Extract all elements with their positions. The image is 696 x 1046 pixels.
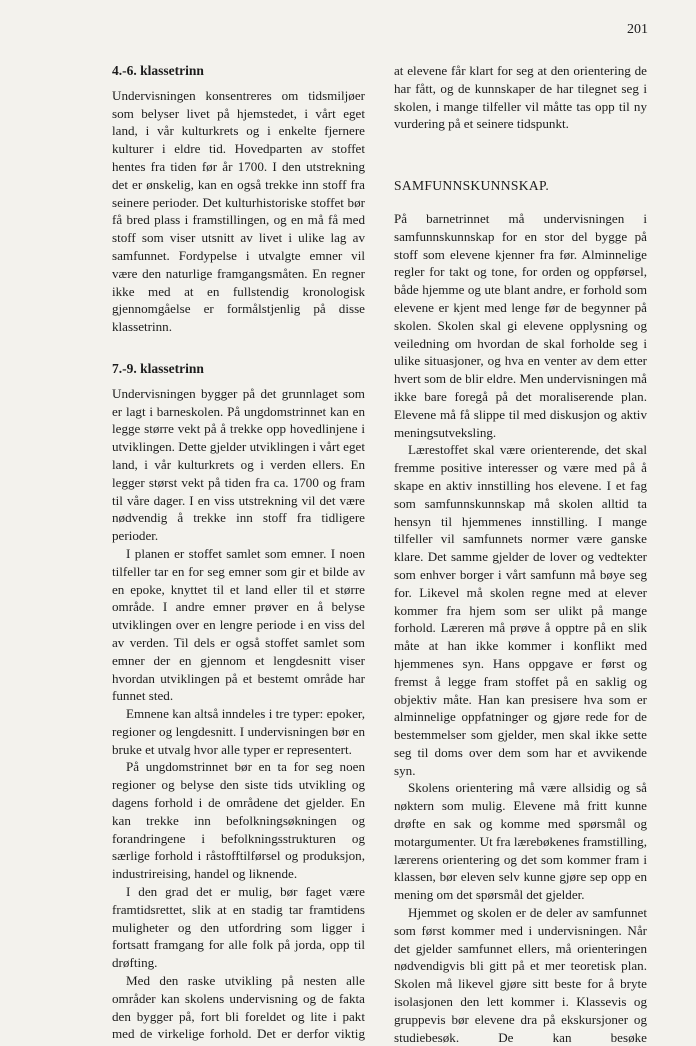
paragraph: Lærestoffet skal være orienterende, det skal fremme positive interesser og være med på å skape en aktiv innstilling hos elevene. I et fag som samfunnskunnskap må skolen alltid ta hensyn til hjemmenes innstilling. I mange tilfeller vil samfunnets normer være ganske klare. Det samme gjelder de lover og vedtekter som enhver borger i vårt samfunn må bøye seg for. Likevel må skolen regne med at elever kommer fra hjem som ser ulikt på mange forhold. Læreren må prøve å opptre på en slik måte at han ikke kommer i konflikt med hjemmenes syn. Hans oppgave er først og fremst å legge fram stoffet på en saklig og objektiv måte. Han kan presisere hva som er alminnelige oppfatninger og gjøre rede for de bestemmelser som gjelder, men skal ikke sette seg til doms over dem som har et avvikende syn. bbox=[394, 442, 647, 778]
paragraph: I planen er stoffet samlet som emner. I noen tilfeller tar en for seg emner som gir et bilde av en epoke, knyttet til et land eller til et større område. I andre emner prøver en å belyse utviklingen over en lengre periode i en viss del av verden. Til dels er også stoffet samlet som emner der en gjennom et lengdesnitt viser hvordan utviklingen på et bestemt område har funnet sted. bbox=[112, 545, 365, 704]
paragraph: På ungdomstrinnet bør en ta for seg noen regioner og belyse den siste tids utvikling og dagens forhold i de områdene det gjelder. En kan trekke inn befolkningsøkningen og forandringene i befolkningsstrukturen og særlige forhold i råstofftilførsel og produksjon, industrireising, handel og liknende. bbox=[112, 759, 365, 882]
right-column bbox=[394, 62, 647, 1046]
section-heading-7-9: 7.-9. klassetrinn bbox=[112, 360, 204, 376]
page-number: 201 bbox=[627, 22, 648, 37]
paragraph: På barnetrinnet må undervisningen i samfunnskunnskap for en stor del bygge på stoff som elevene kjenner fra før. Alminnelige regler for takt og tone, for orden og oppførsel, både hjemme og ute blant andre, er forhold som elevene er kjent med lenge før de begynner på skolen. Skolen skal gi elevene opplysning og veiledning om hvordan de skal forholde seg i ulike situasjoner, og hva en venter av dem etter hvert som de blir eldre. Men undervisningen må ikke bare foregå på det moraliserende plan. Elevene må få slippe til med diskusjon og aktiv meningsutveksling. bbox=[394, 210, 647, 440]
paragraph: I den grad det er mulig, bør faget være framtidsrettet, slik at en stadig tar framtidens muligheter og den utfordring som ligger i fortsatt framgang for alle folk på jorda, opp til drøfting. bbox=[112, 884, 365, 971]
paragraph: Hjemmet og skolen er de deler av samfunnet som først kommer med i undervisningen. Når det gjelder samfunnet ellers, må orienteringen nødvendigvis bli gitt på et mer teoretisk plan. Skolen må likevel gjøre sitt beste for å bryte isolasjonen den lett kommer i. Klassevis og gruppevis bør elevene dra på ekskursjoner og studiebesøk. De kan besøke bbox=[394, 905, 647, 1045]
section-heading-samfunnskunnskap: SAMFUNNSKUNNSKAP. bbox=[394, 178, 550, 194]
left-column bbox=[112, 62, 365, 1043]
paragraph: Undervisningen konsentreres om tidsmiljøer som belyser livet på hjemstedet, i vårt eget land, i vår kulturkrets og i enkelte fjernere kulturer i eldre tid. Hovedparten av stoffet hentes fra tiden før år 1700. I den utstrekning det er ønskelig, kan en også trekke inn stoff fra seinere perioder. Det kulturhistoriske stoffet bør få bred plass i framstillingen, og en må få med stoff som viser utsnitt av livet i ulike lag av samfunnet. Fordypelse i utvalgte emner vil være den naturlige framgangsmåten. En regner ikke med at en fullstendig kronologisk gjennomgåelse er formålstjenlig på disse klassetrinn. bbox=[112, 87, 365, 335]
section-heading-4-6: 4.-6. klassetrinn bbox=[112, 63, 204, 78]
paragraph: Med den raske utvikling på nesten alle områder kan skolens undervisning og de fakta den bygger på, fort bli foreldet og lite i pakt med de virkelige forhold. Det er derfor viktig bbox=[112, 973, 365, 1042]
paragraph: Emnene kan altså inndeles i tre typer: epoker, regioner og lengdesnitt. I undervisningen bør en bruke et utvalg hvor alle typer er representert. bbox=[112, 706, 365, 757]
paragraph: Skolens orientering må være allsidig og så nøktern som mulig. Elevene må fritt kunne drøfte en sak og komme med spørsmål og motargumenter. Ut fra lærebøkenes framstilling, lærerens orientering og det som kommer fram i klassen, bør eleven selv kunne gjøre sep opp en mening om det spørsmål det gjelder. bbox=[394, 780, 647, 903]
paragraph: Undervisningen bygger på det grunnlaget som er lagt i barneskolen. På ungdomstrinnet kan en legge større vekt på å trekke opp hovedlinjene i utviklingen. Dette gjelder utviklingen i vårt eget land, i vår kulturkrets og i verden ellers. En legger størst vekt på tiden fra ca. 1700 og fram til våre dager. I en viss utstrekning vil det være nødvendig å trekke inn stoff fra tidligere perioder. bbox=[112, 385, 365, 544]
paragraph-continuation: at elevene får klart for seg at den orientering de har fått, og de kunnskaper de har tilegnet seg i skolen, i mange tilfeller vil måtte tas opp til ny vurdering på et seinere tidspunkt. bbox=[394, 63, 647, 132]
